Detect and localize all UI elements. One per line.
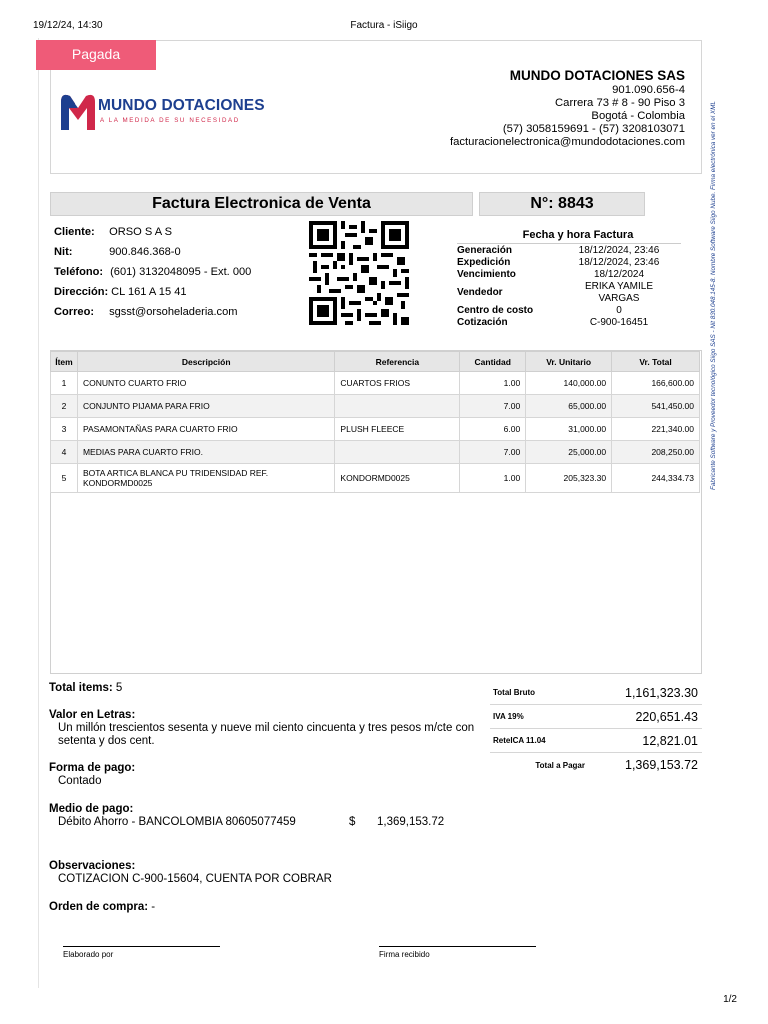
signature-recibido	[379, 946, 536, 959]
orden-compra-label: Orden de compra:	[49, 901, 149, 913]
qr-code-icon	[309, 221, 409, 325]
company-email: facturacionelectronica@mundodotaciones.com	[449, 136, 685, 148]
total-items-value: 5	[115, 682, 123, 694]
medio-pago-line	[49, 816, 479, 829]
cell: KONDORMD0025	[335, 464, 460, 493]
table-header-row	[51, 352, 700, 372]
col-header: Ítem	[51, 352, 78, 372]
cell: BOTA ARTICA BLANCA PU TRIDENSIDAD REF. KONDORMD0025	[77, 464, 334, 493]
valor-letras-label: Valor en Letras:	[49, 709, 136, 721]
cell: 6.00	[460, 418, 526, 441]
date-label: Expedición	[457, 257, 511, 268]
forma-pago-label: Forma de pago:	[49, 762, 136, 774]
logo-title: MUNDO DOTACIONES	[98, 97, 265, 114]
table-row	[51, 395, 700, 418]
cell: 65,000.00	[526, 395, 612, 418]
cell: 7.00	[460, 395, 526, 418]
cell: 244,334.73	[612, 464, 700, 493]
signature-line: Firma recibido	[379, 946, 536, 959]
totals-row	[490, 753, 702, 777]
company-address: Carrera 73 # 8 - 90 Piso 3	[555, 97, 685, 109]
print-title: Factura - iSiigo	[350, 20, 418, 31]
medio-pago-value: Débito Ahorro - BANCOLOMBIA 80605077459	[58, 816, 296, 828]
medio-pago-currency: $	[349, 816, 356, 828]
total-pagar-label: Total a Pagar	[535, 760, 585, 770]
totals-row	[490, 729, 702, 753]
cell: 25,000.00	[526, 441, 612, 464]
orden-compra	[49, 901, 155, 914]
table-row	[51, 441, 700, 464]
items-table	[50, 351, 700, 493]
forma-pago-value: Contado	[58, 775, 102, 787]
orden-compra-value: -	[151, 901, 156, 913]
status-ribbon: Pagada	[36, 40, 156, 70]
medio-pago-amount: 1,369,153.72	[377, 816, 445, 828]
date-row	[457, 257, 681, 269]
date-value: 18/12/2024	[593, 269, 645, 280]
cell: 1.00	[460, 464, 526, 493]
signature-line: Elaborado por	[63, 946, 220, 959]
date-row	[457, 317, 681, 329]
cell: CONUNTO CUARTO FRIO	[77, 372, 334, 395]
company-phones: (57) 3058159691 - (57) 3208103071	[502, 123, 685, 135]
cell: PASAMONTAÑAS PARA CUARTO FRIO	[77, 418, 334, 441]
total-items-label: Total items:	[49, 682, 113, 694]
company-info	[450, 67, 685, 149]
total-bruto-value: 1,161,323.30	[625, 685, 698, 700]
totals-row	[490, 705, 702, 729]
nit-label: Nit:	[54, 246, 73, 258]
client-label: Cliente:	[54, 226, 95, 238]
col-header: Vr. Unitario	[526, 352, 612, 372]
date-label: Vencimiento	[457, 269, 516, 280]
table-row	[51, 464, 700, 493]
invoice-title: Factura Electronica de Venta	[50, 192, 473, 216]
quote-label: Cotización	[457, 317, 508, 328]
valor-letras-line-2: setenta y dos cent.	[58, 735, 155, 747]
seller-row	[457, 281, 681, 305]
cell: 1.00	[460, 372, 526, 395]
date-value: 18/12/2024, 23:46	[578, 245, 660, 256]
cost-center-label: Centro de costo	[457, 305, 534, 316]
seller-label: Vendedor	[457, 287, 503, 298]
forma-pago	[49, 762, 135, 788]
cell: CUARTOS FRIOS	[335, 372, 460, 395]
cell: 221,340.00	[612, 418, 700, 441]
cell: MEDIAS PARA CUARTO FRIO.	[77, 441, 334, 464]
table-row	[51, 418, 700, 441]
reteica-label: ReteICA 11.04	[493, 736, 546, 745]
email-row	[54, 306, 238, 318]
seller-name-2: VARGAS	[598, 293, 640, 304]
nit-row	[54, 246, 181, 258]
observaciones	[49, 860, 332, 886]
client-address: CL 161 A 15 41	[111, 286, 187, 298]
phone-row	[54, 266, 251, 278]
cell: 140,000.00	[526, 372, 612, 395]
client-row	[54, 226, 172, 238]
col-header: Referencia	[335, 352, 460, 372]
client-nit: 900.846.368-0	[109, 246, 181, 258]
date-value: 18/12/2024, 23:46	[578, 257, 660, 268]
medio-pago	[49, 803, 479, 829]
table-row	[51, 372, 700, 395]
company-logo-icon	[58, 90, 98, 132]
valor-letras	[49, 709, 474, 748]
print-datetime: 19/12/24, 14:30	[33, 20, 103, 31]
cell: 5	[51, 464, 78, 493]
email-label: Correo:	[54, 306, 95, 318]
reteica-value: 12,821.01	[642, 733, 698, 748]
company-name: MUNDO DOTACIONES SAS	[509, 68, 685, 83]
client-name: ORSO S A S	[109, 226, 172, 238]
iva-label: IVA 19%	[493, 712, 524, 721]
cell	[335, 441, 460, 464]
cell: 208,250.00	[612, 441, 700, 464]
signature-elaborado	[63, 946, 220, 959]
cell: 3	[51, 418, 78, 441]
invoice-dates	[457, 229, 681, 329]
cell: PLUSH FLEECE	[335, 418, 460, 441]
col-header: Descripción	[77, 352, 334, 372]
iva-value: 220,651.43	[635, 709, 698, 724]
seller-value	[557, 281, 681, 305]
cell: 205,323.30	[526, 464, 612, 493]
cell	[335, 395, 460, 418]
date-row	[457, 245, 681, 257]
page-number: 1/2	[723, 994, 737, 1005]
valor-letras-line-1: Un millón trescientos sesenta y nueve mil ciento cincuenta y tres pesos m/cte con	[58, 722, 475, 734]
company-city: Bogotá - Colombia	[591, 110, 685, 122]
quote-value: C-900-16451	[589, 317, 649, 328]
cell: 166,600.00	[612, 372, 700, 395]
cell: CONJUNTO PIJAMA PARA FRIO	[77, 395, 334, 418]
date-row	[457, 269, 681, 281]
col-header: Vr. Total	[612, 352, 700, 372]
totals-row	[490, 681, 702, 705]
medio-pago-label: Medio de pago:	[49, 803, 134, 815]
client-phone: (601) 3132048095 - Ext. 000	[110, 266, 252, 278]
phone-label: Teléfono:	[54, 266, 104, 278]
observaciones-label: Observaciones:	[49, 860, 136, 872]
cost-center-value: 0	[616, 305, 622, 316]
cell: 31,000.00	[526, 418, 612, 441]
cell: 7.00	[460, 441, 526, 464]
totals-box	[490, 681, 702, 777]
address-row	[54, 286, 187, 298]
client-email: sgsst@orsoheladeria.com	[109, 306, 238, 318]
cell: 541,450.00	[612, 395, 700, 418]
observaciones-value: COTIZACION C-900-15604, CUENTA POR COBRAR	[58, 873, 332, 885]
cell: 2	[51, 395, 78, 418]
total-items	[49, 682, 122, 695]
seller-name-1: ERIKA YAMILE	[585, 281, 653, 292]
dates-header: Fecha y hora Factura	[457, 229, 681, 244]
address-label: Dirección:	[54, 286, 109, 298]
cell: 4	[51, 441, 78, 464]
invoice-number: N°: 8843	[479, 192, 645, 216]
date-row	[457, 305, 681, 317]
date-label: Generación	[457, 245, 513, 256]
total-bruto-label: Total Bruto	[493, 688, 536, 697]
cell: 1	[51, 372, 78, 395]
total-pagar-value: 1,369,153.72	[625, 758, 698, 772]
logo-tagline: A LA MEDIDA DE SU NECESIDAD	[100, 117, 240, 124]
company-nit: 901.090.656-4	[612, 84, 685, 96]
software-provider-note: Fabricante Software y Proveedor tecnológico Siigo SAS - Nit 830.048.145-8. Nombre Software Siigo Nube. Firma electrónica ver en el XML	[710, 101, 717, 490]
col-header: Cantidad	[460, 352, 526, 372]
